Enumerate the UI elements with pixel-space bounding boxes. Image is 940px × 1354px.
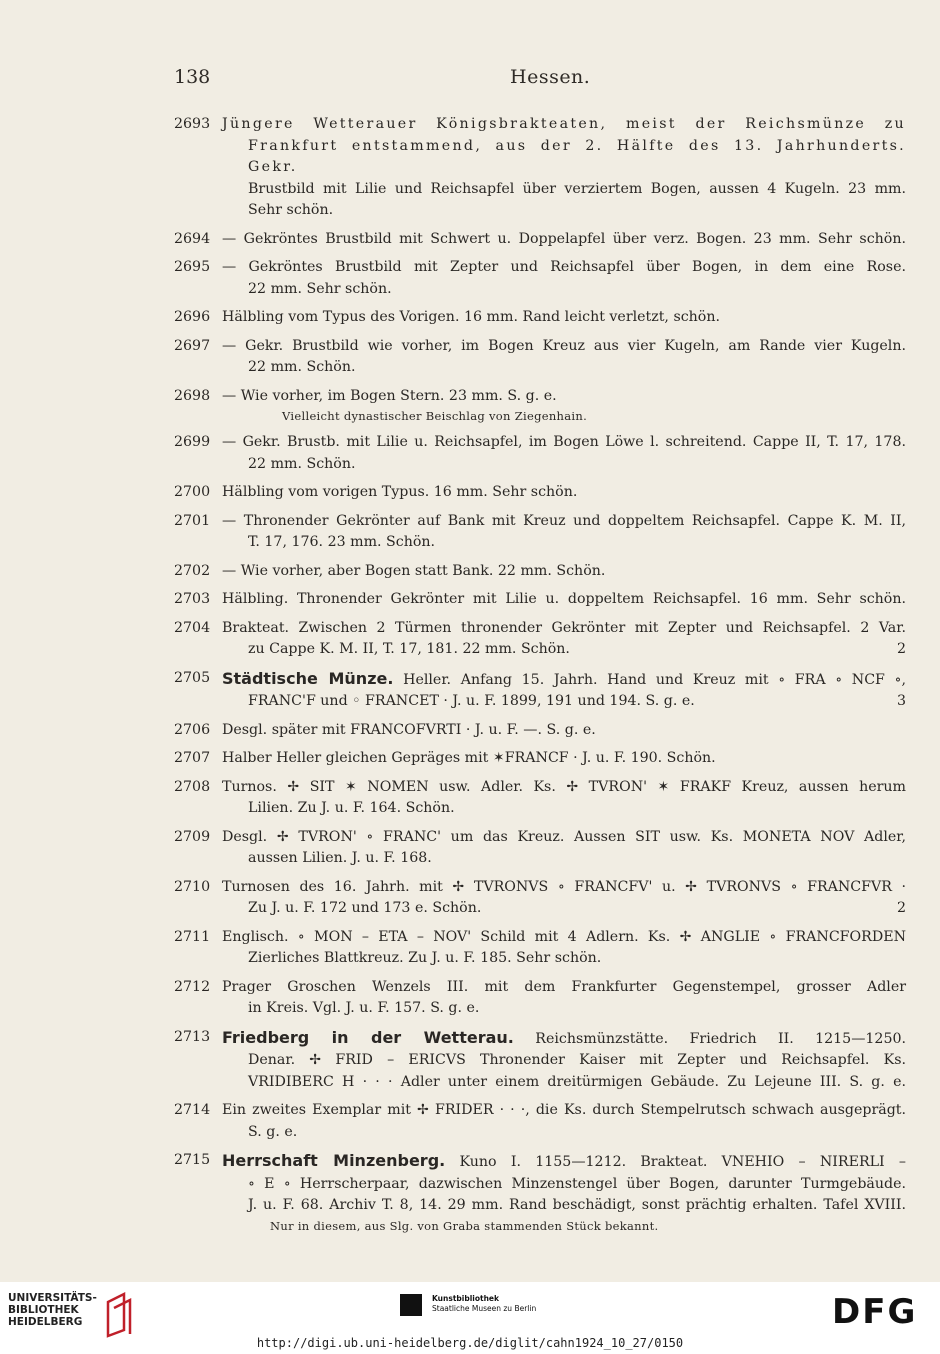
entry-number: 2712 [174,978,211,995]
entry-number: 2714 [174,1102,211,1118]
catalogue-entry [174,1100,906,1143]
entry-line: Denar. ✢ FRID – ERICVS Thronender Kaiser mit Zepter und Reichsapfel. Ks. [248,1052,906,1068]
entry-line: Turnosen des 16. Jahrh. mit ✢ TVRONVS ∘ FRANCFV' u. ✢ TVRONVS ∘ FRANCFVR · [222,878,906,895]
entry-line: Brakteat. Zwischen 2 Türmen thronender Gekrönter mit Zepter und Reichsapfel. 2 Var. [222,619,906,636]
entry-line: Reichsmünzstätte. Friedrich II. 1215—1250. [535,1030,907,1047]
section-heading: Friedberg in der Wetterau. [222,1027,514,1047]
entry-line: 22 mm. Schön. [248,359,356,375]
entry-line: — Wie vorher, im Bogen Stern. 23 mm. S. g. e. [222,387,557,404]
kb-logo-line: Staatliche Museen zu Berlin [432,1304,537,1313]
permalink-url[interactable]: http://digi.ub.uni-heidelberg.de/diglit/cahn1924_10_27/0150 [256,1336,684,1350]
piece-count: 3 [896,693,906,709]
entry-number: 2702 [174,562,211,579]
entry-number: 2707 [174,750,211,766]
kb-logo-line: Kunstbibliothek [432,1294,500,1303]
catalogue-entry [174,977,906,1020]
entry-number: 2711 [174,928,211,945]
section-heading: Herrschaft Minzenberg. [222,1151,446,1170]
kunstbibliothek-emblem-icon [400,1294,422,1316]
catalogue-entry [174,720,906,742]
entry-line: in Kreis. Vgl. J. u. F. 157. S. g. e. [248,1000,480,1016]
entry-line: Kuno I. 1155—1212. Brakteat. VNEHIO – NIRERLI – [459,1154,907,1170]
catalogue-entry [174,618,906,661]
ub-heidelberg-logo[interactable] [8,1292,138,1328]
catalogue-entry [174,827,906,870]
ub-logo-line: UNIVERSITÄTS- [8,1292,97,1304]
catalogue-entry [174,877,906,920]
entry-line: Turnos. ✢ SIT ✶ NOMEN usw. Adler. Ks. ✢ TVRON' ✶ FRAKF Kreuz, aussen herum [222,778,906,795]
entry-number: 2693 [174,116,211,132]
entry-line: Englisch. ∘ MON – ETA – NOV' Schild mit 4 Adlern. Ks. ✢ ANGLIE ∘ FRANCFORDEN [222,928,906,945]
entry-number: 2697 [174,337,211,354]
entry-line: aussen Lilien. J. u. F. 168. [248,850,432,866]
entry-line: Hälbling vom Typus des Vorigen. 16 mm. Rand leicht verletzt, schön. [222,309,720,325]
entry-line: S. g. e. [248,1123,298,1140]
catalogue-entry [174,1150,906,1235]
entry-line: Hälbling vom vorigen Typus. 16 mm. Sehr schön. [222,484,578,500]
catalogue-entry [174,1027,906,1094]
entry-number: 2706 [174,721,211,738]
entry-number: 2695 [174,259,211,275]
catalogue-entry [174,432,906,475]
entry-line: Jüngere Wetterauer Königsbrakteaten, meist der Reichsmünze zu [222,116,906,132]
ub-logo-line: BIBLIOTHEK [8,1304,79,1316]
entry-number: 2694 [174,230,211,247]
entry-number: 2699 [174,434,211,450]
entry-line: ∘ E ∘ Herrscherpaar, dazwischen Minzenstengel über Bogen, darunter Turmgebäude. [248,1175,906,1192]
catalogue-entry [174,229,906,251]
catalogue-entry [174,336,906,379]
entry-number: 2709 [174,828,211,845]
entry-line: J. u. F. 68. Archiv T. 8, 14. 29 mm. Rand beschädigt, sonst prächtig erhalten. Tafel XVIII. [248,1197,906,1213]
entry-number: 2715 [174,1152,211,1168]
entry-line: Lilien. Zu J. u. F. 164. Schön. [248,800,455,816]
entry-line: 22 mm. Schön. [248,455,356,472]
page-number: 138 [174,66,211,88]
entry-line: Frankfurt entstammend, aus der 2. Hälfte des 13. Jahrhunderts. Gekr. [248,137,906,175]
entry-note: Vielleicht dynastischer Beischlag von Ziegenhain. [282,409,588,423]
catalogue-entry [174,927,906,970]
entry-line: Desgl. ✢ TVRON' ∘ FRANC' um das Kreuz. Aussen SIT usw. Ks. MONETA NOV Adler, [222,828,906,845]
entry-number: 2703 [174,591,211,607]
entry-line: 22 mm. Sehr schön. [248,280,392,297]
entry-number: 2704 [174,619,211,636]
entry-number: 2710 [174,878,211,895]
catalogue-entry [174,482,906,504]
piece-count: 2 [896,641,906,657]
entry-line: Halber Heller gleichen Gepräges mit ✶FRANCF · J. u. F. 190. Schön. [222,750,716,766]
catalogue-entry [174,668,906,713]
entry-line: Desgl. später mit FRANCOFVRTI · J. u. F. —. S. g. e. [222,721,596,738]
catalogue-entry [174,257,906,300]
catalogue-entry [174,777,906,820]
entry-line: Brustbild mit Lilie und Reichsapfel über verziertem Bogen, aussen 4 Kugeln. 23 mm. [248,180,906,197]
entry-line: — Gekröntes Brustbild mit Schwert u. Doppelapfel über verz. Bogen. 23 mm. Sehr schön. [222,230,906,247]
entry-line: VRIDIBERC H · · · Adler unter einem dreitürmigen Gebäude. Zu Lejeune III. S. g. e. [248,1073,906,1090]
entry-number: 2705 [174,669,211,686]
entry-line: — Gekr. Brustb. mit Lilie u. Reichsapfel, im Bogen Löwe l. schreitend. Cappe II, T. 17, 178. [222,434,906,450]
ub-emblem-icon [100,1290,140,1338]
viewer-footer [0,1282,940,1354]
entry-number: 2698 [174,387,211,404]
catalogue-entry [174,511,906,554]
entry-line: FRANC'F und ◦ FRANCET · J. u. F. 1899, 191 und 194. S. g. e. [248,693,695,709]
entry-line: Heller. Anfang 15. Jahrh. Hand und Kreuz mit ∘ FRA ∘ NCF ∘, [403,671,906,688]
ub-logo-line: HEIDELBERG [8,1316,83,1328]
dfg-logo[interactable]: DFG [832,1292,918,1332]
entry-number: 2701 [174,512,211,529]
entry-line: Hälbling. Thronender Gekrönter mit Lilie u. doppeltem Reichsapfel. 16 mm. Sehr schön. [222,591,906,607]
piece-count: 2 [896,900,906,916]
entry-number: 2708 [174,778,211,795]
entry-line: — Wie vorher, aber Bogen statt Bank. 22 mm. Schön. [222,562,606,579]
catalogue-entry [174,748,906,770]
entry-line: — Thronender Gekrönter auf Bank mit Kreuz und doppeltem Reichsapfel. Cappe K. M. II, [222,512,906,529]
entry-line: Zierliches Blattkreuz. Zu J. u. F. 185. Sehr schön. [248,950,602,966]
catalogue-entry [174,589,906,611]
entry-number: 2713 [174,1028,211,1045]
entry-line: Prager Groschen Wenzels III. mit dem Frankfurter Gegenstempel, grosser Adler [222,978,906,995]
entry-number: 2696 [174,309,211,325]
entry-line: — Gekr. Brustbild wie vorher, im Bogen Kreuz aus vier Kugeln, am Rande vier Kugeln. [222,337,906,354]
catalogue-entries [0,114,940,1242]
entry-line: Sehr schön. [248,202,334,218]
entry-line: T. 17, 176. 23 mm. Schön. [248,534,436,550]
entry-line: — Gekröntes Brustbild mit Zepter und Reichsapfel über Bogen, in dem eine Rose. [222,259,906,275]
catalogue-entry [174,561,906,583]
entry-number: 2700 [174,484,211,500]
catalogue-entry [174,307,906,329]
entry-line: zu Cappe K. M. II, T. 17, 181. 22 mm. Schön. [248,641,570,657]
entry-line: Zu J. u. F. 172 und 173 e. Schön. [248,900,482,916]
entry-note: Nur in diesem, aus Slg. von Graba stammenden Stück bekannt. [270,1218,659,1233]
page-title: Hessen. [510,66,591,88]
catalogue-entry [174,386,906,426]
catalogue-entry [174,114,906,222]
entry-line: Ein zweites Exemplar mit ✢ FRIDER · · ·, die Ks. durch Stempelrutsch schwach ausgeprägt. [222,1102,906,1118]
section-heading: Städtische Münze. [222,668,394,688]
